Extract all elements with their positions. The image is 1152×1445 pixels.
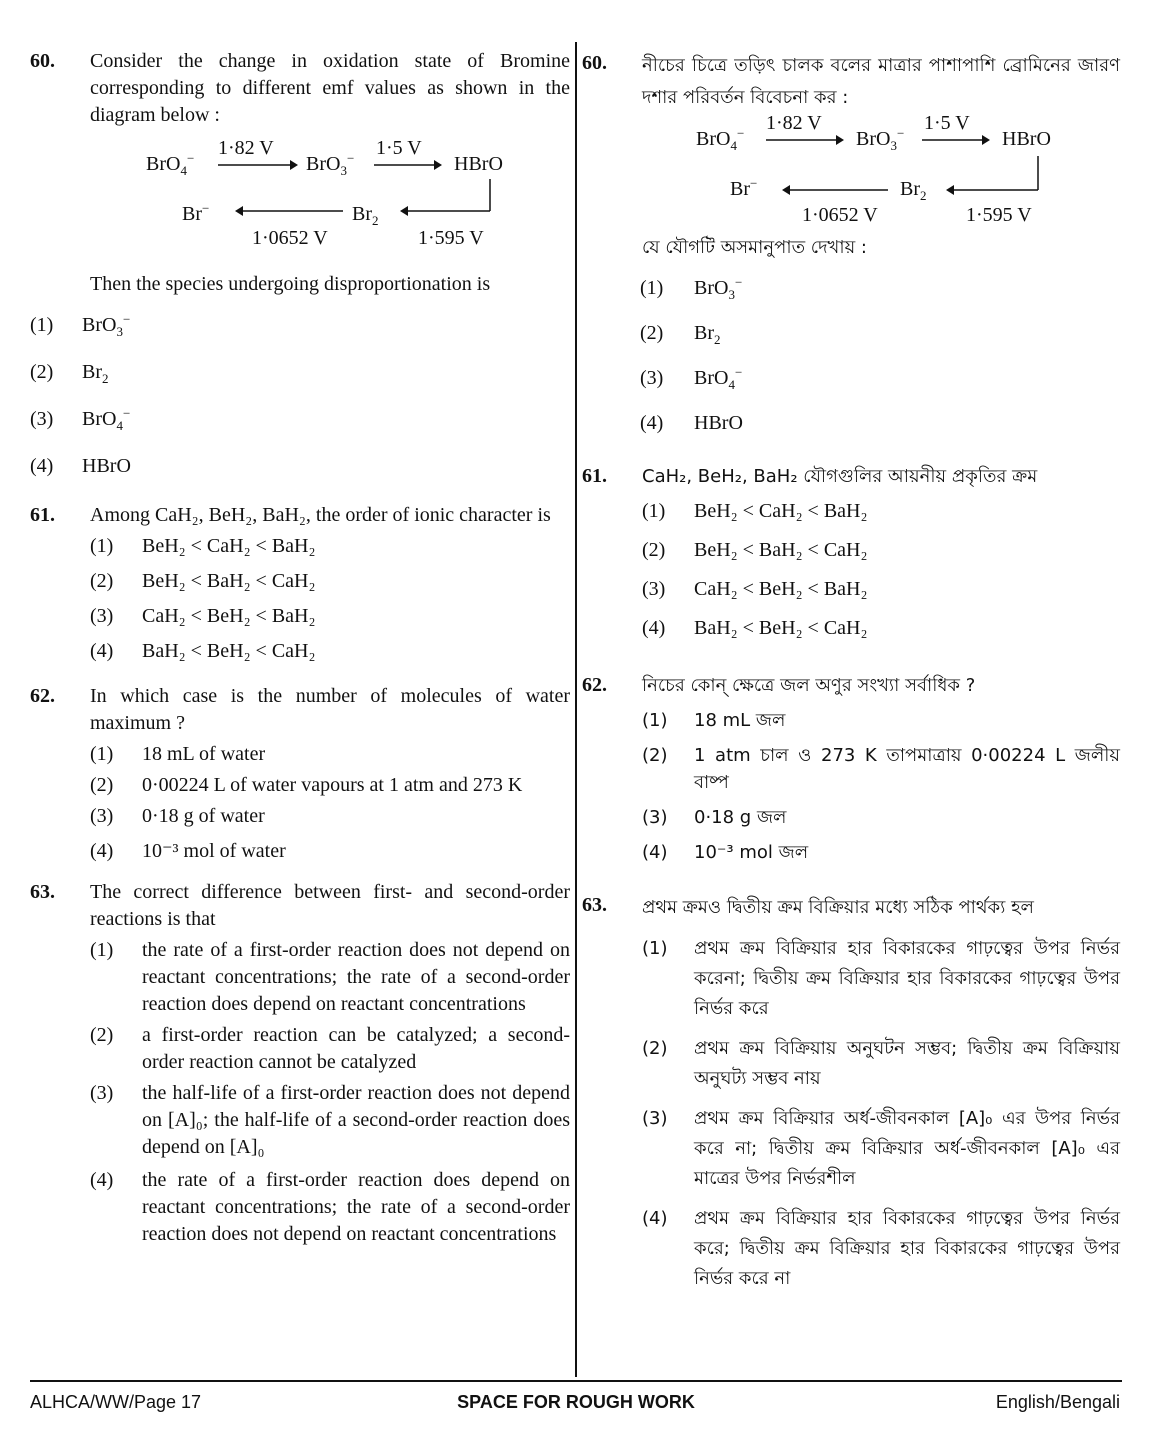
option: (2) a first-order reaction can be catalyzed; a second-order reaction cannot be catalyzed — [90, 1024, 570, 1073]
species-bro3: BrO$_3$− — [856, 125, 905, 153]
option: (1) 18 mL of water — [90, 743, 266, 765]
arrow-right-icon — [922, 134, 990, 146]
option: (3) BrO$_4$− — [30, 405, 131, 433]
emf-label: 1·0652 V — [802, 204, 878, 226]
option: (3) BrO$_4$− — [640, 364, 743, 392]
emf-label: 1·595 V — [966, 204, 1032, 226]
option: (3) প্রথম ক্রম বিক্রিয়ার অর্ধ-জীবনকাল [A]₀ এর উপর নির্ভর করে না; দ্বিতীয় ক্রম বিক্রিয়ার অর্ধ-জীবনকাল [A]₀ এর মাত্রের উপর নির্ভরশীল — [642, 1108, 1120, 1189]
species-br-minus: Br− — [182, 200, 210, 225]
question-stem: Consider the change in oxidation state of Bromine corresponding to different emf values as shown in the diagram below : — [90, 50, 570, 126]
question-stem: The correct difference between first- and second-order reactions is that — [90, 881, 570, 930]
emf-diagram — [90, 129, 570, 259]
column-divider — [575, 42, 577, 1377]
language-label: English/Bengali — [995, 1392, 1120, 1412]
arrow-right-icon — [374, 159, 442, 171]
emf-label: 1·595 V — [418, 227, 484, 249]
species-bro4: BrO$_4$− — [696, 125, 745, 153]
page-code: ALHCA/WW/Page 17 — [30, 1392, 202, 1412]
question-63: 63. The correct difference between first- and second-order reactions is that (1) the rate of a first-order reaction does not depend on reactant concentrations; the rate of a second-order reaction does depend on reactant concentrations (2) a first-order reaction can be catalyzed; a second-order reaction cannot be catalyzed (3) the half-life of a first-order reaction does not depend on [A]₀; the half-life of a second-order reaction does depend on [A]₀ (4) the rate of a first-order reaction does depend on reactant concentrations; the rate of a second-order reaction does not depend on reactant concentrations — [30, 879, 570, 1248]
emf-label: 1·82 V — [766, 112, 822, 134]
option: (3) CaH₂ < BeH₂ < BaH₂ — [642, 578, 868, 600]
question-tail: যে যৌগটি অসমানুপাত দেখায় : — [642, 237, 867, 258]
species-bro4: BrO$_4$− — [146, 150, 195, 178]
arrow-right-icon — [766, 134, 844, 146]
question-62: 62. In which case is the number of molecules of water maximum ? (1) 18 mL of water (2) 0·00224 L of water vapours at 1 atm and 273 K (3) 0·18 g of water (4) 10⁻³ mol of water — [30, 683, 570, 865]
species-bro3: BrO$_3$− — [306, 150, 355, 178]
species-hbro: HBrO — [1002, 128, 1051, 150]
option: (1) BeH₂ < CaH₂ < BaH₂ — [642, 500, 868, 522]
emf-label: 1·0652 V — [252, 227, 328, 249]
option: (1) প্রথম ক্রম বিক্রিয়ার হার বিকারকের গাঢ়ত্বের উপর নির্ভর করেনা; দ্বিতীয় ক্রম বিক্রিয়ার হার বিকারকের গাঢ়ত্বের উপর নির্ভর করে — [642, 938, 1120, 1019]
question-stem: CaH₂, BeH₂, BaH₂ যৌগগুলির আয়নীয় প্রকৃতির ক্রম — [642, 466, 1038, 487]
option: (1) the rate of a first-order reaction does not depend on reactant concentrations; the rate of a second-order reaction does depend on reactant concentrations — [90, 939, 570, 1015]
option: (2) BeH₂ < BaH₂ < CaH₂ — [90, 570, 316, 592]
option: (3) the half-life of a first-order reaction does not depend on [A]₀; the half-life of a second-order reaction does depend on [A]₀ — [90, 1082, 570, 1158]
question-stem: Among CaH₂, BeH₂, BaH₂, the order of ionic character is — [90, 504, 551, 526]
arrow-left-icon — [235, 205, 345, 217]
question-62-bn: 62. নিচের কোন্ ক্ষেত্রে জল অণুর সংখ্যা সর্বাধিক ? (1) 18 mL জল (2) 1 atm চাল ও 273 K তাপমাত্রায় 0·00224 L জলীয় বাষ্প (3) 0·18 g জল (4) 10⁻³ mol জল — [582, 672, 1120, 866]
species-br2: $Br_2$ — [900, 178, 927, 203]
arrow-right-icon — [218, 159, 298, 171]
option: (4) 10⁻³ mol of water — [90, 840, 286, 862]
option: (3) 0·18 g জল — [642, 807, 787, 828]
question-stem: নিচের কোন্ ক্ষেত্রে জল অণুর সংখ্যা সর্বাধিক ? — [642, 675, 976, 696]
species-br2: $Br_2$ — [352, 203, 379, 228]
option: (4) the rate of a first-order reaction does depend on reactant concentrations; the rate of a second-order reaction does not depend on reactant concentrations — [90, 1169, 570, 1245]
question-60-bn: 60. নীচের চিত্রে তড়িৎ চালক বলের মাত্রার পাশাপাশি ব্রোমিনের জারণ দশার পরিবর্তন বিবেচনা কর : BrO$_4$− 1·82 V BrO$_3$− 1·5 V HBrO $Br_2$ Br− 1·0652 V 1·595 V যে যৌগটি অসমানুপাত দেখায় : — [582, 50, 1120, 261]
option: (4) BaH₂ < BeH₂ < CaH₂ — [90, 640, 316, 662]
option: (3) CaH₂ < BeH₂ < BaH₂ — [90, 605, 316, 627]
question-tail: Then the species undergoing disproportionation is — [90, 273, 491, 295]
option: (4) HBrO — [640, 412, 743, 434]
option: (1) BrO$_3$− — [640, 274, 743, 302]
option: (3) 0·18 g of water — [90, 805, 265, 827]
question-60 — [30, 48, 570, 298]
option: (4) প্রথম ক্রম বিক্রিয়ার হার বিকারকের গাঢ়ত্বের উপর নির্ভর করে; দ্বিতীয় ক্রম বিক্রিয়ার হার বিকারকের গাঢ়ত্বের উপর নির্ভর করে না — [642, 1208, 1120, 1289]
emf-label: 1·5 V — [376, 137, 422, 159]
question-number: 60. — [30, 50, 55, 72]
option: (4) HBrO — [30, 455, 131, 477]
rough-work-label: SPACE FOR ROUGH WORK — [457, 1392, 695, 1412]
question-stem: In which case is the number of molecules of water maximum ? — [90, 685, 570, 734]
option: (2) 1 atm চাল ও 273 K তাপমাত্রায় 0·00224 L জলীয় বাষ্প — [642, 745, 1120, 793]
bengali-column — [582, 40, 1120, 1294]
species-hbro: HBrO — [454, 153, 503, 175]
option: (1) 18 mL জল — [642, 710, 786, 731]
option: (2) $Br_2$ — [640, 322, 721, 347]
arrow-left-icon — [782, 184, 890, 196]
option: (4) 10⁻³ mol জল — [642, 842, 809, 863]
option: (1) BeH₂ < CaH₂ < BaH₂ — [90, 535, 316, 557]
question-61-bn: 61. CaH₂, BeH₂, BaH₂ যৌগগুলির আয়নীয় প্রকৃতির ক্রম (1) BeH₂ < CaH₂ < BaH₂ (2) BeH₂ < BaH₂ < CaH₂ (3) CaH₂ < BeH₂ < BaH₂ (4) BaH₂ < BeH₂ < CaH₂ — [582, 463, 1120, 642]
emf-label: 1·5 V — [924, 112, 970, 134]
option: (2) $Br_2$ — [30, 361, 109, 386]
arrow-left-icon — [400, 177, 500, 219]
arrow-left-icon — [946, 154, 1046, 198]
footer-rule — [30, 1380, 1122, 1382]
question-stem: নীচের চিত্রে তড়িৎ চালক বলের মাত্রার পাশাপাশি ব্রোমিনের জারণ দশার পরিবর্তন বিবেচনা কর : — [642, 55, 1120, 108]
question-63-bn: 63. প্রথম ক্রমও দ্বিতীয় ক্রম বিক্রিয়ার মধ্যে সঠিক পার্থক্য হল (1) প্রথম ক্রম বিক্রিয়ার হার বিকারকের গাঢ়ত্বের উপর নির্ভর করেনা; দ্বিতীয় ক্রম বিক্রিয়ার হার বিকারকের গাঢ়ত্বের উপর নির্ভর করে (2) প্রথম ক্রম বিক্রিয়ায় অনুঘটন সম্ভব; দ্বিতীয় ক্রম বিক্রিয়ায় অনুঘট্য সম্ভব নায় (3) প্রথম ক্রম বিক্রিয়ার অর্ধ-জীবনকাল [A]₀ এর উপর নির্ভর করে না; দ্বিতীয় ক্রম বিক্রিয়ার অর্ধ-জীবনকাল [A]₀ এর মাত্রের উপর নির্ভরশীল (4) প্রথম ক্রম বিক্রিয়ার হার বিকারকের গাঢ়ত্বের উপর নির্ভর করে; দ্বিতীয় ক্রম বিক্রিয়ার হার বিকারকের গাঢ়ত্বের উপর নির্ভর করে না — [582, 892, 1120, 1294]
option: (2) 0·00224 L of water vapours at 1 atm and 273 K — [90, 774, 523, 796]
question-61: 61. Among CaH₂, BeH₂, BaH₂, the order of ionic character is (1) BeH₂ < CaH₂ < BaH₂ (2) BeH₂ < BaH₂ < CaH₂ (3) CaH₂ < BeH₂ < BaH₂ (4) BaH₂ < BeH₂ < CaH₂ — [30, 502, 570, 665]
english-column — [30, 40, 570, 1248]
emf-diagram — [642, 114, 1120, 234]
emf-label: 1·82 V — [218, 137, 274, 159]
option: (1) BrO$_3$− — [30, 311, 131, 339]
option: (2) প্রথম ক্রম বিক্রিয়ায় অনুঘটন সম্ভব; দ্বিতীয় ক্রম বিক্রিয়ায় অনুঘট্য সম্ভব নায় — [642, 1038, 1120, 1089]
option: (2) BeH₂ < BaH₂ < CaH₂ — [642, 539, 868, 561]
option: (4) BaH₂ < BeH₂ < CaH₂ — [642, 617, 868, 639]
question-stem: প্রথম ক্রমও দ্বিতীয় ক্রম বিক্রিয়ার মধ্যে সঠিক পার্থক্য হল — [642, 897, 1034, 918]
species-br-minus: Br− — [730, 175, 758, 200]
